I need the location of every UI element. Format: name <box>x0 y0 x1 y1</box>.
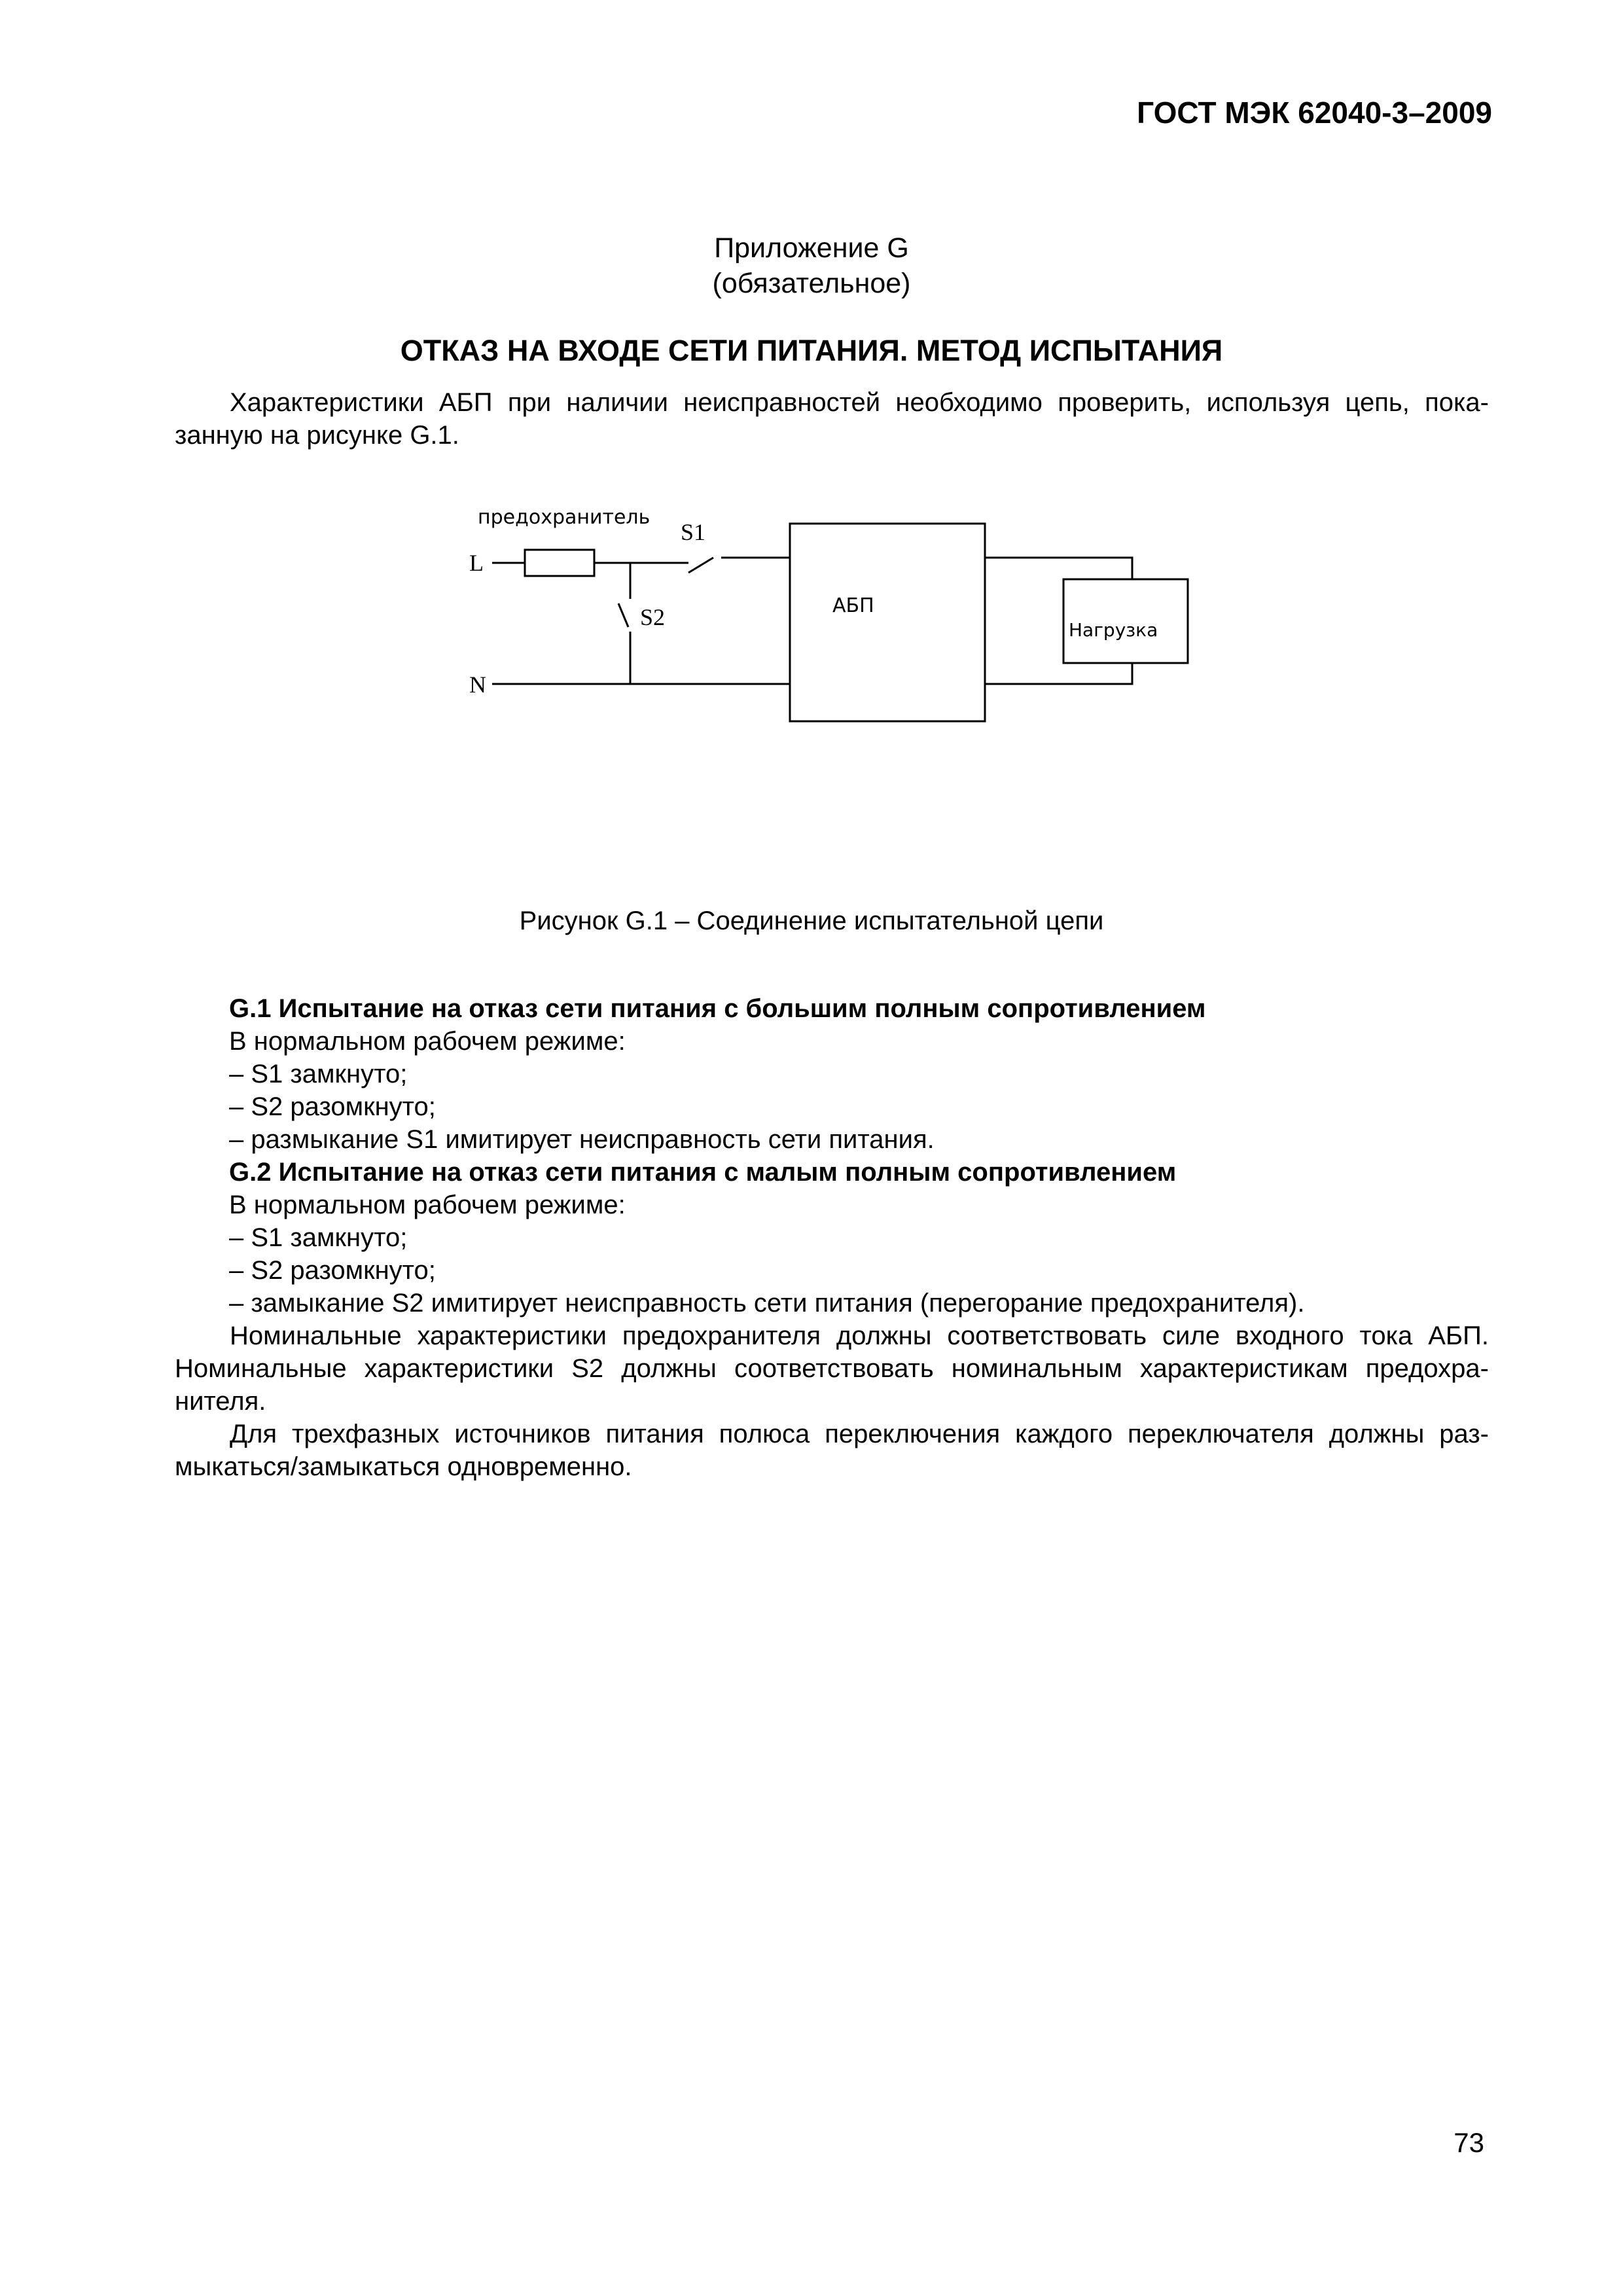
list-item: В нормальном рабочем режиме: <box>229 1027 626 1056</box>
load-label: Нагрузка <box>1069 619 1158 641</box>
list-item: – S1 замкнуто; <box>229 1223 408 1252</box>
ups-box <box>790 524 985 721</box>
s1-label: S1 <box>681 519 706 545</box>
n-label: N <box>469 672 486 698</box>
standard-header: ГОСТ МЭК 62040-3–2009 <box>1137 96 1492 130</box>
closing-paragraph-2 <box>175 1418 1489 1483</box>
intro-line-2: занную на рисунке G.1. <box>175 421 459 450</box>
list-item: – S1 замкнуто; <box>229 1060 408 1088</box>
s2-label: S2 <box>640 604 666 630</box>
page-number: 73 <box>1454 2127 1484 2158</box>
figure-caption: Рисунок G.1 – Соединение испытательной цепи <box>519 906 1104 935</box>
list-item: – замыкание S2 имитирует неисправность сети питания (перегорание предохранителя). <box>229 1289 1305 1318</box>
list-item: – размыкание S1 имитирует неисправность сети питания. <box>229 1125 935 1154</box>
list-item: В нормальном рабочем режиме: <box>229 1191 626 1219</box>
output-wire-bottom <box>985 663 1132 684</box>
closing-line-2: Номинальные характеристики S2 должны соответствовать номинальным характеристикам предохра- <box>175 1354 1489 1383</box>
closing-line-3: нителя. <box>175 1387 266 1416</box>
fuse-symbol <box>525 550 594 576</box>
closing-line-1: Номинальные характеристики предохранителя должны соответствовать силе входного тока АБП. <box>230 1321 1489 1350</box>
ups-label: АБП <box>832 594 874 617</box>
appendix-label: Приложение G <box>714 232 909 264</box>
closing-line-4: Для трехфазных источников питания полюса переключения каждого переключателя должны раз- <box>230 1420 1489 1448</box>
section-g1 <box>229 992 1304 1319</box>
closing-paragraph-1 <box>175 1319 1489 1418</box>
list-item: – S2 разомкнуто; <box>229 1092 436 1121</box>
section-g1-heading: G.1 Испытание на отказ сети питания с большим полным сопротивлением <box>229 994 1206 1023</box>
appendix-status: (обязательное) <box>712 268 911 299</box>
s1-switch-blade <box>688 558 713 573</box>
output-wire-top <box>985 558 1132 579</box>
intro-line-1: Характеристики АБП при наличии неисправностей необходимо проверить, используя цепь, пока- <box>230 388 1489 417</box>
list-item: – S2 разомкнуто; <box>229 1256 436 1285</box>
fuse-label: предохранитель <box>478 506 651 529</box>
section-g2-heading: G.2 Испытание на отказ сети питания с малым полным сопротивлением <box>229 1158 1177 1187</box>
closing-line-5: мыкаться/замыкаться одновременно. <box>175 1452 632 1481</box>
s2-switch-blade <box>618 603 628 627</box>
page-title: ОТКАЗ НА ВХОДЕ СЕТИ ПИТАНИЯ. МЕТОД ИСПЫТАНИЯ <box>400 334 1223 367</box>
l-label: L <box>469 550 484 576</box>
